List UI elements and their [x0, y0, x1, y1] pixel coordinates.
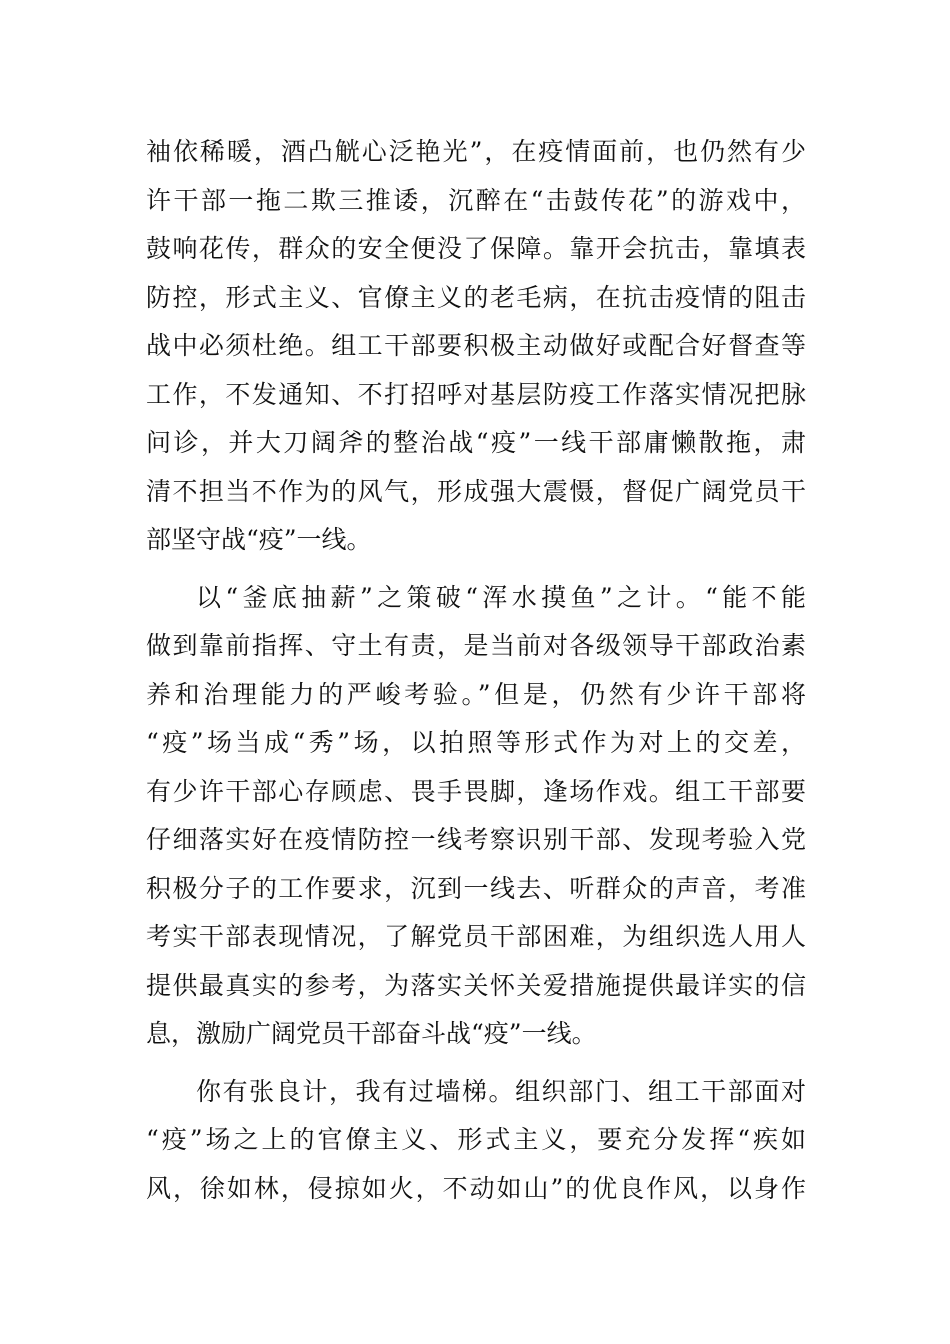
text-line: “疫”场当成“秀”场，以拍照等形式作为对上的交差， [146, 728, 806, 757]
text-line: “疫”场之上的官僚主义、形式主义，要充分发挥“疾如 [146, 1125, 806, 1154]
text-line: 以“釜底抽薪”之策破“浑水摸鱼”之计。“能不能 [196, 582, 806, 612]
paragraph-spacer [146, 565, 806, 574]
paragraph-spacer [146, 1059, 806, 1068]
text-line: 许干部一拖二欺三推诿，沉醉在“击鼓传花”的游戏中， [146, 185, 806, 215]
text-line: 袖依稀暖，酒凸觥心泛艳光”，在疫情面前，也仍然有少 [146, 137, 806, 166]
text-line: 有少许干部心存顾虑、畏手畏脚，逢场作戏。组工干部要 [146, 776, 806, 806]
text-line: 清不担当不作为的风气，形成强大震慑，督促广阔党员干 [146, 476, 806, 506]
paragraph-1 [146, 128, 806, 565]
text-line: 工作，不发通知、不打招呼对基层防疫工作落实情况把脉 [146, 379, 806, 409]
text-line: 仔细落实好在疫情防控一线考察识别干部、发现考验入党 [146, 825, 806, 854]
text-line: 你有张良计，我有过墙梯。组织部门、组工干部面对 [196, 1076, 806, 1106]
paragraph-3 [146, 1068, 806, 1214]
text-line: 积极分子的工作要求，沉到一线去、听群众的声音，考准 [146, 873, 806, 903]
body-text [146, 128, 806, 1213]
text-line: 做到靠前指挥、守土有责，是当前对各级领导干部政治素 [146, 631, 806, 660]
text-line: 问诊，并大刀阔斧的整治战“疫”一线干部庸懒散拖，肃 [146, 428, 806, 457]
text-line: 息，激励广阔党员干部奋斗战“疫”一线。 [146, 1019, 597, 1048]
text-line: 部坚守战“疫”一线。 [146, 525, 372, 554]
text-line: 鼓响花传，群众的安全便没了保障。靠开会抗击，靠填表 [146, 234, 806, 263]
text-line: 养和治理能力的严峻考验。”但是，仍然有少许干部将 [146, 679, 806, 709]
text-line: 提供最真实的参考，为落实关怀关爱措施提供最详实的信 [146, 970, 806, 1000]
text-line: 战中必须杜绝。组工干部要积极主动做好或配合好督查等 [146, 331, 806, 360]
text-line: 防控，形式主义、官僚主义的老毛病，在抗击疫情的阻击 [146, 282, 806, 312]
paragraph-2 [146, 574, 806, 1059]
text-line: 风，徐如林，侵掠如火，不动如山”的优良作风，以身作 [146, 1173, 806, 1203]
text-line: 考实干部表现情况，了解党员干部困难，为组织选人用人 [146, 922, 806, 951]
